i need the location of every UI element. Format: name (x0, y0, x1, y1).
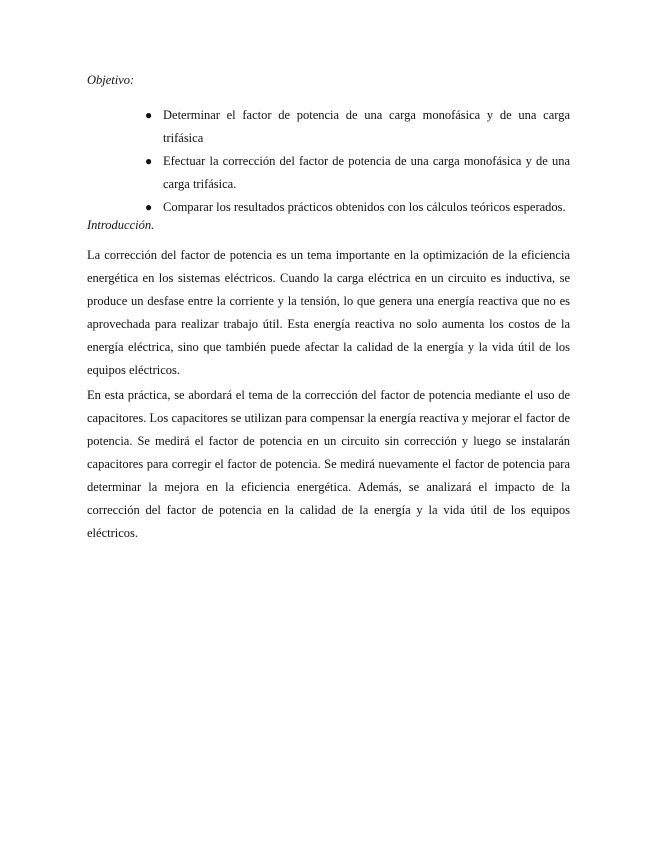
body-paragraph: La corrección del factor de potencia es un tema importante en la optimización de la eficiencia energética en los sistemas eléctricos. Cuando la carga eléctrica en un circuito es inductiva, se produce un desfase entre la corriente y la tensión, lo que genera una energía reactiva que no es aprovechada para realizar trabajo útil. Esta energía reactiva no solo aumenta los costos de la energía eléctrica, sino que también puede afectar la calidad de la energía y la vida útil de los equipos eléctricos. (87, 248, 570, 377)
bullet-icon: ● (145, 154, 153, 168)
list-item (145, 104, 570, 150)
introduction-heading: Introducción. (87, 218, 155, 232)
bullet-icon: ● (145, 200, 153, 214)
objective-heading: Objetivo: (87, 73, 135, 87)
objective-text: Comparar los resultados prácticos obtenidos con los cálculos teóricos esperados. (163, 200, 566, 214)
bullet-icon: ● (145, 108, 153, 122)
body-paragraph: En esta práctica, se abordará el tema de la corrección del factor de potencia mediante el uso de capacitores. Los capacitores se utilizan para compensar la energía reactiva y mejorar el factor de potencia. Se medirá el factor de potencia en un circuito sin corrección y luego se instalarán capacitores para corregir el factor de potencia. Se medirá nuevamente el factor de potencia para determinar la mejora en la eficiencia energética. Además, se analizará el impacto de la corrección del factor de potencia en la calidad de la energía y la vida útil de los equipos eléctricos. (87, 388, 570, 540)
list-item (145, 150, 570, 196)
objective-text: Efectuar la corrección del factor de potencia de una carga monofásica y de una carga trifásica. (163, 154, 570, 191)
objective-text: Determinar el factor de potencia de una carga monofásica y de una carga trifásica (163, 108, 570, 145)
list-item (145, 196, 570, 219)
objectives-list (145, 104, 570, 219)
